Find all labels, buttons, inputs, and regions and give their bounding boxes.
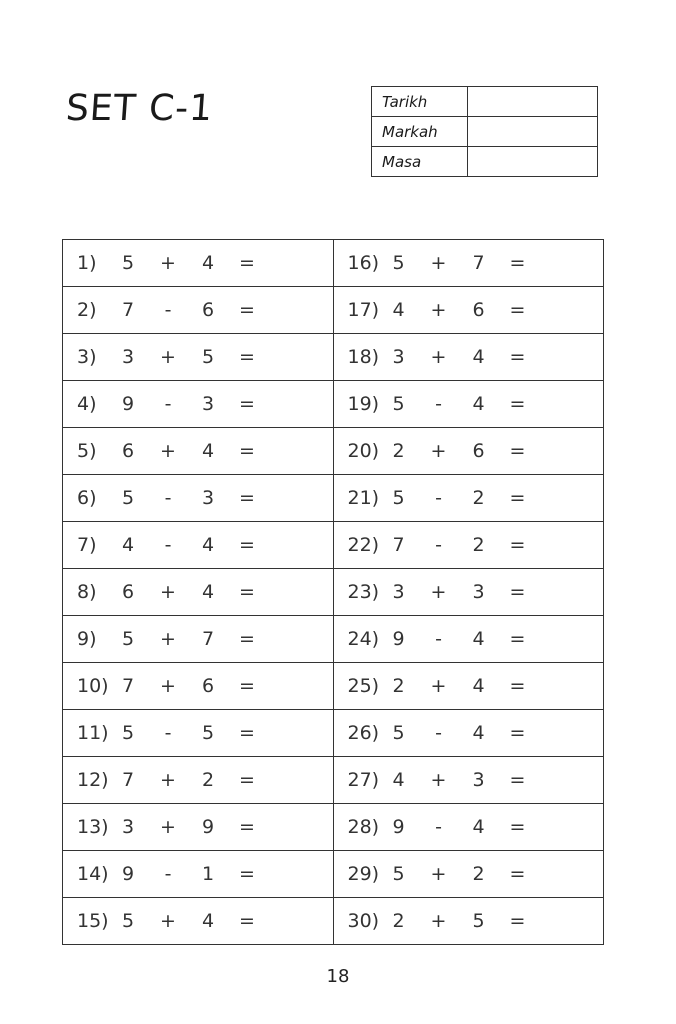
problem-operand: 4: [392, 769, 405, 791]
problem-number: 13): [77, 816, 109, 838]
problem-operand: 3: [121, 816, 135, 838]
problem-operand: 4: [201, 440, 215, 462]
problem-operand: 4: [472, 722, 485, 744]
problem-number: 10): [77, 675, 109, 697]
problem-expression: [334, 475, 604, 521]
problem-operand: 9: [121, 863, 135, 885]
problem-number: 28): [347, 816, 380, 838]
problem-number: 16): [347, 252, 380, 274]
problem-operator: +: [160, 440, 176, 462]
problem-number: 18): [347, 346, 380, 368]
problem-operand: 5: [392, 252, 405, 274]
problem-expression: [334, 569, 604, 615]
problem-cell[interactable]: [333, 569, 604, 616]
problem-operand: 7: [121, 299, 135, 321]
problem-equals: =: [509, 487, 526, 509]
problem-operand: 2: [392, 910, 405, 932]
problem-operand: 9: [392, 816, 405, 838]
problem-equals: =: [509, 252, 526, 274]
problem-cell[interactable]: [333, 757, 604, 804]
problem-operand: 4: [472, 628, 485, 650]
problem-number: 26): [347, 722, 380, 744]
problem-cell[interactable]: [333, 240, 604, 287]
problem-cell[interactable]: [63, 381, 334, 428]
problem-equals: =: [239, 863, 255, 885]
problem-expression: [334, 522, 604, 568]
problem-operator: -: [435, 816, 442, 838]
table-row: [63, 616, 604, 663]
info-value-field[interactable]: [468, 117, 598, 147]
problem-number: 15): [77, 910, 109, 932]
problem-equals: =: [239, 769, 255, 791]
problem-operand: 2: [472, 487, 485, 509]
problem-operand: 6: [201, 299, 215, 321]
problem-operand: 7: [472, 252, 485, 274]
problem-equals: =: [509, 769, 526, 791]
table-row: [63, 663, 604, 710]
problem-expression: [334, 287, 604, 333]
problem-operand: 6: [472, 299, 485, 321]
problem-expression: [63, 898, 333, 944]
problem-operand: 2: [201, 769, 215, 791]
problem-operand: 3: [472, 769, 485, 791]
problem-equals: =: [239, 534, 255, 556]
table-row: [63, 710, 604, 757]
problem-number: 6): [77, 487, 97, 509]
problem-equals: =: [509, 299, 526, 321]
problem-operand: 5: [201, 346, 215, 368]
problem-expression: [63, 851, 333, 897]
problem-expression: [334, 898, 604, 944]
problem-operand: 6: [121, 440, 135, 462]
problem-operand: 5: [121, 722, 135, 744]
problem-expression: [63, 240, 333, 286]
problem-operand: 2: [392, 440, 405, 462]
table-row: [63, 428, 604, 475]
worksheet-title: SET C-1: [64, 88, 215, 129]
problem-equals: =: [509, 393, 526, 415]
problem-operand: 4: [472, 346, 485, 368]
problem-equals: =: [239, 910, 255, 932]
problem-number: 21): [347, 487, 380, 509]
problem-expression: [63, 757, 333, 803]
problem-operand: 4: [201, 252, 215, 274]
problem-cell[interactable]: [333, 804, 604, 851]
problem-operand: 5: [121, 252, 135, 274]
table-row: [63, 522, 604, 569]
problem-expression: [63, 475, 333, 521]
problem-operand: 2: [392, 675, 405, 697]
problem-equals: =: [509, 440, 526, 462]
table-row: [63, 334, 604, 381]
problem-operator: +: [430, 863, 447, 885]
info-row-markah: [372, 117, 598, 147]
problem-cell[interactable]: [333, 522, 604, 569]
problem-expression: [334, 240, 604, 286]
problem-operand: 3: [201, 487, 215, 509]
problem-operand: 5: [392, 722, 405, 744]
problem-number: 22): [347, 534, 380, 556]
problem-number: 4): [77, 393, 97, 415]
problem-operand: 3: [472, 581, 485, 603]
problem-number: 9): [77, 628, 97, 650]
problems-table: [62, 239, 604, 945]
problem-operand: 5: [121, 910, 135, 932]
problem-operand: 3: [121, 346, 135, 368]
problem-cell[interactable]: [333, 663, 604, 710]
problem-operator: -: [164, 487, 172, 509]
problem-operand: 4: [121, 534, 135, 556]
problem-cell[interactable]: [63, 898, 334, 945]
problem-operator: +: [430, 910, 447, 932]
problem-operator: -: [435, 393, 442, 415]
problem-number: 20): [347, 440, 380, 462]
problem-operator: -: [435, 722, 442, 744]
problem-operand: 7: [201, 628, 215, 650]
problem-expression: [334, 710, 604, 756]
info-value-field[interactable]: [468, 147, 598, 177]
table-row: [63, 381, 604, 428]
problem-expression: [63, 663, 333, 709]
problem-number: 30): [347, 910, 380, 932]
problem-operand: 5: [472, 910, 485, 932]
problem-equals: =: [509, 816, 526, 838]
problem-expression: [63, 616, 333, 662]
problem-equals: =: [509, 581, 526, 603]
problem-operator: -: [164, 863, 172, 885]
problem-number: 17): [347, 299, 380, 321]
problem-operand: 6: [472, 440, 485, 462]
problem-cell[interactable]: [63, 569, 334, 616]
problem-operand: 7: [392, 534, 405, 556]
table-row: [63, 804, 604, 851]
problem-number: 8): [77, 581, 97, 603]
problem-expression: [334, 757, 604, 803]
table-row: [63, 898, 604, 945]
problem-number: 25): [347, 675, 380, 697]
problem-expression: [63, 428, 333, 474]
problem-operator: -: [435, 487, 442, 509]
problem-number: 5): [77, 440, 97, 462]
problem-equals: =: [509, 675, 526, 697]
problem-operand: 3: [392, 581, 405, 603]
problem-operator: +: [160, 769, 176, 791]
problem-operator: +: [160, 252, 176, 274]
problem-expression: [334, 616, 604, 662]
problem-expression: [63, 804, 333, 850]
problem-cell[interactable]: [63, 334, 334, 381]
table-row: [63, 287, 604, 334]
problem-operator: -: [164, 299, 172, 321]
problem-operand: 5: [121, 487, 135, 509]
problem-operand: 4: [472, 393, 485, 415]
problem-expression: [63, 287, 333, 333]
problem-equals: =: [509, 534, 526, 556]
table-row: [63, 240, 604, 287]
problem-operator: +: [160, 816, 176, 838]
problem-operator: +: [430, 769, 447, 791]
problem-operand: 4: [201, 581, 215, 603]
problem-operator: +: [160, 346, 176, 368]
problem-equals: =: [239, 722, 255, 744]
problem-expression: [334, 851, 604, 897]
problem-expression: [63, 381, 333, 427]
problem-operand: 5: [121, 628, 135, 650]
problem-number: 14): [77, 863, 109, 885]
problem-number: 7): [77, 534, 97, 556]
info-row-tarikh: [372, 87, 598, 117]
problem-operator: +: [430, 675, 447, 697]
problem-operand: 6: [121, 581, 135, 603]
problem-operand: 4: [472, 816, 485, 838]
page-number: 18: [326, 966, 350, 987]
problem-number: 12): [77, 769, 109, 791]
problem-operand: 3: [392, 346, 405, 368]
problem-operand: 6: [201, 675, 215, 697]
problem-equals: =: [239, 816, 255, 838]
problem-cell[interactable]: [63, 710, 334, 757]
problem-cell[interactable]: [63, 616, 334, 663]
problem-equals: =: [239, 299, 255, 321]
info-value-field[interactable]: [468, 87, 598, 117]
problem-number: 23): [347, 581, 380, 603]
problem-number: 24): [347, 628, 380, 650]
problem-cell[interactable]: [333, 710, 604, 757]
problem-operand: 5: [392, 487, 405, 509]
problem-operand: 4: [201, 534, 215, 556]
problem-operand: 5: [392, 863, 405, 885]
problem-operator: -: [435, 534, 442, 556]
problem-cell[interactable]: [333, 428, 604, 475]
problem-operator: +: [430, 299, 447, 321]
problem-operator: -: [435, 628, 442, 650]
problem-operand: 4: [392, 299, 405, 321]
table-row: [63, 569, 604, 616]
problem-operator: -: [164, 393, 172, 415]
problem-equals: =: [239, 440, 255, 462]
problem-equals: =: [509, 910, 526, 932]
problem-expression: [63, 334, 333, 380]
problem-equals: =: [509, 628, 526, 650]
problem-number: 2): [77, 299, 97, 321]
problem-operator: +: [160, 675, 176, 697]
problem-equals: =: [239, 628, 255, 650]
problem-operator: +: [430, 581, 447, 603]
problem-operator: -: [164, 722, 172, 744]
problem-operator: +: [160, 910, 176, 932]
problem-expression: [63, 522, 333, 568]
problem-operand: 7: [121, 675, 135, 697]
table-row: [63, 851, 604, 898]
problem-cell[interactable]: [333, 851, 604, 898]
problem-cell[interactable]: [63, 287, 334, 334]
problem-operand: 1: [201, 863, 215, 885]
problem-cell[interactable]: [333, 334, 604, 381]
info-label: Markah: [372, 117, 468, 147]
problem-operator: +: [430, 440, 447, 462]
problem-expression: [334, 428, 604, 474]
problem-cell[interactable]: [63, 240, 334, 287]
problem-equals: =: [509, 722, 526, 744]
info-table: [371, 86, 598, 177]
problem-operand: 3: [201, 393, 215, 415]
problem-number: 29): [347, 863, 380, 885]
problem-expression: [334, 334, 604, 380]
problem-cell[interactable]: [63, 757, 334, 804]
problem-equals: =: [239, 487, 255, 509]
problem-operator: +: [160, 628, 176, 650]
problem-operator: +: [430, 252, 447, 274]
problem-equals: =: [239, 252, 255, 274]
problem-expression: [63, 569, 333, 615]
info-row-masa: [372, 147, 598, 177]
problem-equals: =: [239, 393, 255, 415]
problem-number: 3): [77, 346, 97, 368]
problem-cell[interactable]: [333, 898, 604, 945]
problem-cell[interactable]: [333, 381, 604, 428]
problem-expression: [334, 804, 604, 850]
problem-cell[interactable]: [333, 287, 604, 334]
problem-equals: =: [239, 581, 255, 603]
problem-cell[interactable]: [63, 475, 334, 522]
problem-operand: 5: [392, 393, 405, 415]
problem-number: 27): [347, 769, 380, 791]
problem-number: 11): [77, 722, 109, 744]
problem-expression: [334, 663, 604, 709]
problem-operand: 2: [472, 863, 485, 885]
problem-cell[interactable]: [63, 851, 334, 898]
problem-operand: 9: [392, 628, 405, 650]
problem-equals: =: [509, 346, 526, 368]
problem-operator: -: [164, 534, 172, 556]
table-row: [63, 757, 604, 804]
problem-cell[interactable]: [63, 522, 334, 569]
info-label: Tarikh: [372, 87, 468, 117]
problem-operand: 5: [201, 722, 215, 744]
problem-cell[interactable]: [333, 475, 604, 522]
problem-number: 19): [347, 393, 380, 415]
problem-operator: +: [160, 581, 176, 603]
problem-operator: +: [430, 346, 447, 368]
problem-cell[interactable]: [63, 428, 334, 475]
problem-number: 1): [77, 252, 97, 274]
problem-cell[interactable]: [63, 804, 334, 851]
problem-expression: [63, 710, 333, 756]
problem-operand: 7: [121, 769, 135, 791]
problem-operand: 9: [121, 393, 135, 415]
problem-cell[interactable]: [63, 663, 334, 710]
info-label: Masa: [372, 147, 468, 177]
problem-operand: 2: [472, 534, 485, 556]
problem-cell[interactable]: [333, 616, 604, 663]
problem-operand: 9: [201, 816, 215, 838]
table-row: [63, 475, 604, 522]
problem-expression: [334, 381, 604, 427]
problem-operand: 4: [472, 675, 485, 697]
problem-equals: =: [239, 675, 255, 697]
problem-operand: 4: [201, 910, 215, 932]
problem-equals: =: [509, 863, 526, 885]
problem-equals: =: [239, 346, 255, 368]
